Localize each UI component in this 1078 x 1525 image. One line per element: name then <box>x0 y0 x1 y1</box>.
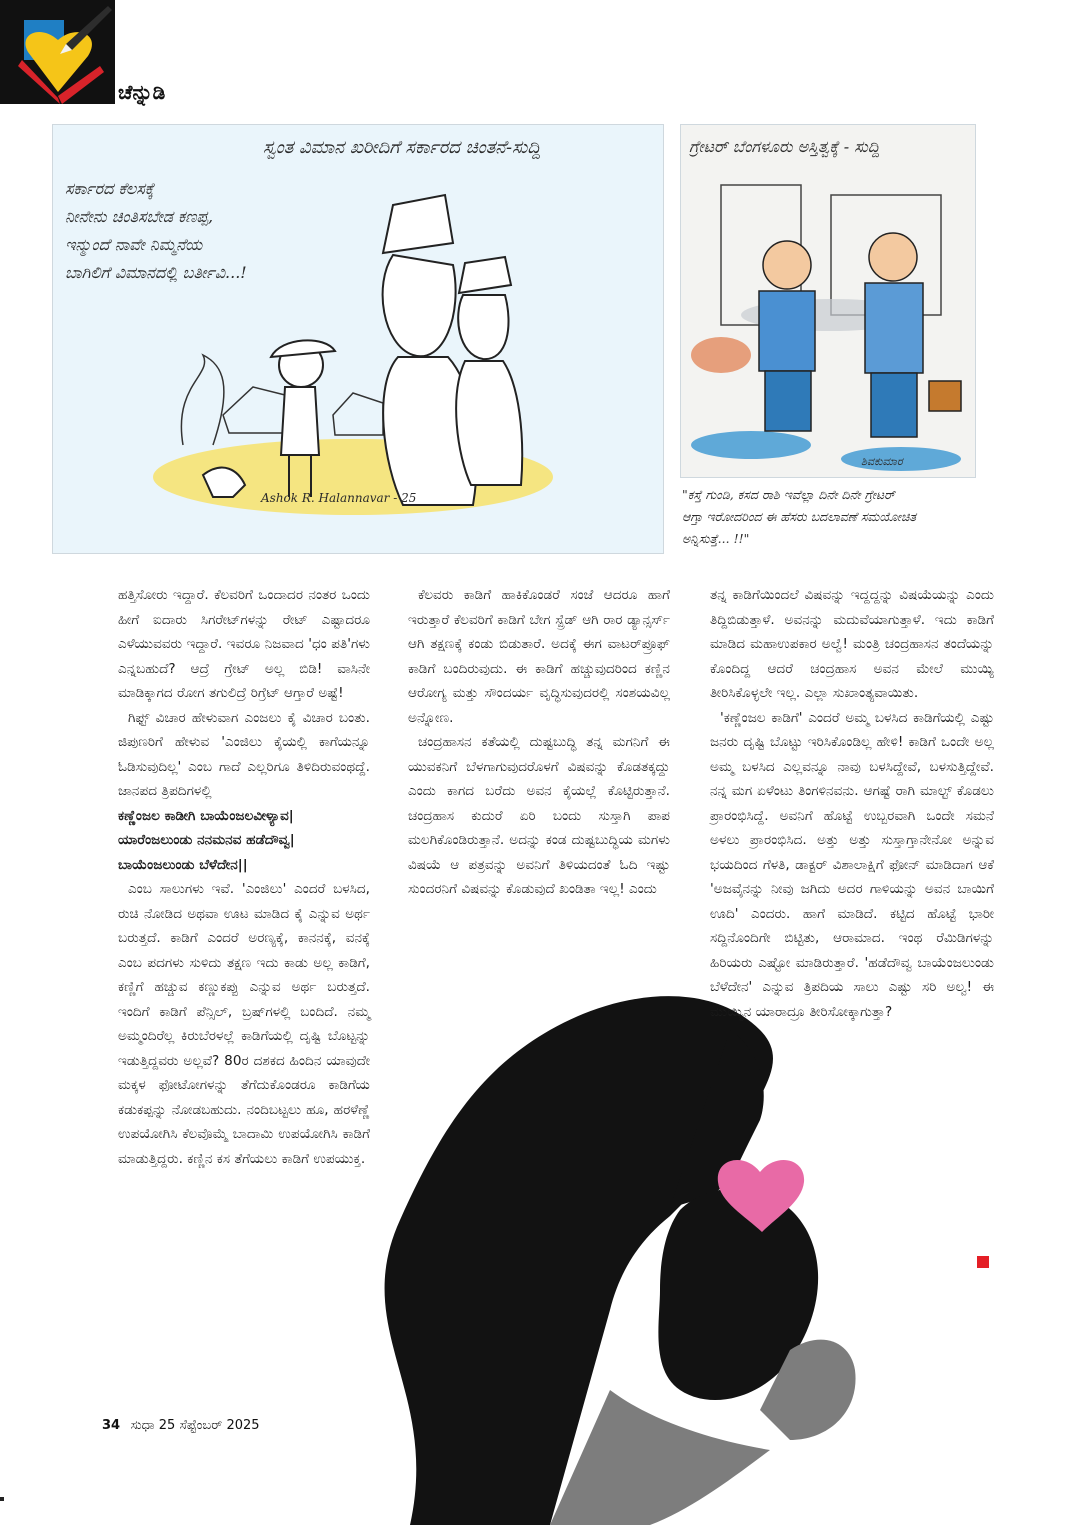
paragraph: ತನ್ನ ಕಾಡಿಗೆಯಿಂದಲೆ ವಿಷವನ್ನು ಇದ್ದದ್ದನ್ನು ವಿಷಯೆಯನ್ನು ಎಂದು ತಿದ್ದಿಬಿಡುತ್ತಾಳೆ. ಅವನನ್ನು ಮದುವೆಯಾಗುತ್ತಾಳೆ. ಇದು ಕಾಡಿಗೆ ಮಾಡಿದ ಮಹಾಉಪಕಾರ ಅಲ್ವೆ! ಮಂತ್ರಿ ಚಂದ್ರಹಾಸನ ತಂದೆಯನ್ನು ಕೊಂದಿದ್ದ ಆದರೆ ಚಂದ್ರಹಾಸ ಅವನ ಮೇಲೆ ಮುಯ್ಯಿ ತೀರಿಸಿಕೊಳ್ಳಲೇ ಇಲ್ಲ. ಎಲ್ಲಾ ಸುಖಾಂತ್ಯವಾಯಿತು. <box>710 587 994 701</box>
paragraph: ಹತ್ತಿಸೋರು ಇದ್ದಾರೆ. ಕೆಲವರಿಗೆ ಒಂದಾದರ ನಂತರ ಒಂದು ಹೀಗೆ ಐದಾರು ಸಿಗರೇಟ್‌ಗಳನ್ನು ರೇಟ್ ಎಷ್ಟಾದರೂ ಎಳೆಯುವವರು ಇದ್ದಾರೆ. ಇವರೂ ನಿಜವಾದ 'ಧಂ ಪತಿ'ಗಳು ಎನ್ನಬಹುದೆ? ಆದ್ರೆ ಗ್ರೇಟ್ ಅಲ್ಲ ಬಿಡಿ! ವಾಸಿನೇ ಮಾಡಿಕ್ಕಾಗದ ರೋಗ ತಗುಲಿದ್ರೆ ರಿಗ್ರೆಟ್ ಆಗ್ತಾರೆ ಅಷ್ಟೆ! <box>118 587 370 701</box>
page-number: 34 <box>102 1418 121 1433</box>
cartoon-speech <box>65 175 247 287</box>
article-column-3 <box>710 583 994 1024</box>
heart-pen-icon <box>0 0 115 104</box>
paragraph: ಗಿಫ್ಟ್ ವಿಚಾರ ಹೇಳುವಾಗ ಎಂಜಲು ಕೈ ವಿಚಾರ ಬಂತು. ಜಿಪುಣರಿಗೆ ಹೇಳುವ 'ಎಂಜಿಲು ಕೈಯಲ್ಲಿ ಕಾಗೆಯನ್ನೂ ಓಡಿಸುವುದಿಲ್ಲ' ಎಂಬ ಗಾದೆ ಎಲ್ಲರಿಗೂ ತಿಳಿದಿರುವಂಥದ್ದೆ. ಜಾನಪದ ತ್ರಿಪದಿಗಳಲ್ಲಿ <box>118 709 370 799</box>
speech-line: ಇನ್ಮುಂದೆ ನಾವೇ ನಿಮ್ಮನೆಯ <box>65 235 203 254</box>
section-name: ಚೆನ್ನುಡಿ <box>118 80 166 104</box>
paragraph: ಕೆಲವರು ಕಾಡಿಗೆ ಹಾಕಿಕೊಂಡರೆ ಸಂಜೆ ಆದರೂ ಹಾಗೆ ಇರುತ್ತಾರೆ ಕೆಲವರಿಗೆ ಕಾಡಿಗೆ ಬೇಗ ಸ್ಪ್ರೆಡ್ ಆಗಿ ರಾರ ಡ್ಯಾನ್ಸರ್ಸ್ ಆಗಿ ತಕ್ಷಣಕ್ಕೆ ಕಂಡು ಬಿಡುತಾರೆ. ಅದಕ್ಕೆ ಈಗ ವಾಟರ್‌ಪ್ರೂಫ್ ಕಾಡಿಗೆ ಬಂದಿರುವುದು. ಈ ಕಾಡಿಗೆ ಹಚ್ಚುವುದರಿಂದ ಕಣ್ಣಿನ ಆರೋಗ್ಯ ಮತ್ತು ಸೌಂದರ್ಯ ವೃದ್ಧಿಸುವುದರಲ್ಲಿ ಸಂಶಯವಿಲ್ಲ ಅನ್ನೋಣ. <box>408 587 670 726</box>
section-logo <box>0 0 115 104</box>
speech-line: ಬಾಗಿಲಿಗೆ ವಿಮಾನದಲ್ಲಿ ಬರ್ತೀವಿ...! <box>65 263 247 282</box>
article-end-mark <box>977 1256 989 1268</box>
speech-line: ನೀನೇನು ಚಿಂತಿಸಬೇಡ ಕಣಪ್ಪ, <box>65 207 214 226</box>
crop-mark <box>0 1497 4 1501</box>
cartoonist-signature: Ashok R. Halannavar - 25 <box>261 491 417 505</box>
cartoon-title: ಸ್ವಂತ ವಿಮಾನ ಖರೀದಿಗೆ ಸರ್ಕಾರದ ಚಿಂತನೆ-ಸುದ್ದಿ <box>263 137 541 158</box>
poem-line: ಬಾಯೆಂಜಲುಂಡು ಬೆಳೆದೇನ|| <box>118 856 248 873</box>
article-column-1 <box>118 583 370 1171</box>
cartoon-caption <box>682 484 974 550</box>
cartoon-drawing <box>681 125 975 477</box>
speech-line: ಸರ್ಕಾರದ ಕೆಲಸಕ್ಕೆ <box>65 179 155 198</box>
article-column-2 <box>408 583 670 902</box>
paragraph: 'ಕಣ್ಣೆಂಜಲ ಕಾಡಿಗೆ' ಎಂದರೆ ಅಮ್ಮ ಬಳಸಿದ ಕಾಡಿಗೆಯಲ್ಲಿ ಎಷ್ಟು ಜನರು ದೃಷ್ಟಿ ಬೊಟ್ಟು ಇರಿಸಿಕೊಂಡಿಲ್ಲ ಹೇಳಿ! ಕಾಡಿಗೆ ಒಂದೇ ಅಲ್ಲ ಅಮ್ಮ ಬಳಸಿದ ಎಲ್ಲವನ್ನೂ ನಾವು ಬಳಸಿದ್ದೇವೆ, ಬಳಸುತ್ತಿದ್ದೇವೆ. ನನ್ನ ಮಗ ಏಳೆಂಟು ತಿಂಗಳಿನವನು. ಆಗಷ್ಟೆ ರಾಗಿ ಮಾಲ್ಟ್ ಕೊಡಲು ಪ್ರಾರಂಭಿಸಿದ್ದೆ. ಅವನಿಗೆ ಹೊಟ್ಟೆ ಉಬ್ಬರವಾಗಿ ಒಂದೇ ಸಮನೆ ಅಳಲು ಪ್ರಾರಂಭಿಸಿದ. ಅತ್ತು ಅತ್ತು ಸುಸ್ತಾಗ್ತಾನೇನೋ ಅನ್ನುವ ಭಯದಿಂದ ಗೆಳತಿ, ಡಾಕ್ಟರ್ ವಿಶಾಲಾಕ್ಷಿಗೆ ಫೋನ್ ಮಾಡಿದಾಗ ಆಕೆ 'ಅಜವೈನನ್ನು ನೀವು ಜಗಿದು ಅದರ ಗಾಳಿಯನ್ನು ಅವನ ಬಾಯಿಗೆ ಊದಿ' ಎಂದರು. ಹಾಗೆ ಮಾಡಿದೆ. ಕಟ್ಟಿದ ಹೊಟ್ಟೆ ಭಾರೀ ಸದ್ದಿನೊಂದಿಗೇ ಬಿಟ್ಟಿತು, ಆರಾಮಾದ. ಇಂಥ ರೆಮಿಡಿಗಳನ್ನು ಹಿರಿಯರು ಎಷ್ಟೋ ಮಾಡಿರುತ್ತಾರೆ. 'ಹಡೆದೌವ್ವ ಬಾಯೆಂಜಲುಂಡು ಬೆಳೆದೇನ' ಎನ್ನುವ ತ್ರಿಪದಿಯ ಸಾಲು ಎಷ್ಟು ಸರಿ ಅಲ್ವ! ಈ ಮುಯ್ಯಿನ ಯಾರಾದ್ರೂ ತೀರಿಸೋಕ್ಕಾಗುತ್ತಾ? <box>710 709 994 1020</box>
paragraph: ಎಂಬ ಸಾಲುಗಳು ಇವೆ. 'ಎಂಜಿಲು' ಎಂದರೆ ಬಳಸಿದ, ರುಚಿ ನೋಡಿದ ಅಥವಾ ಊಟ ಮಾಡಿದ ಕೈ ಎನ್ನುವ ಅರ್ಥ ಬರುತ್ತದೆ. ಕಾಡಿಗೆ ಎಂದರೆ ಅರಣ್ಯಕ್ಕೆ, ಕಾನನಕ್ಕೆ, ವನಕ್ಕೆ ಎಂಬ ಪದಗಳು ಸುಳಿದು ತಕ್ಷಣ ಇದು ಕಾಡು ಅಲ್ಲ ಕಾಡಿಗೆ, ಕಣ್ಣಿಗೆ ಹಚ್ಚುವ ಕಣ್ಣುಕಪ್ಪು ಎನ್ನುವ ಅರ್ಥ ಬರುತ್ತದೆ. ಇಂದಿಗೆ ಕಾಡಿಗೆ ಪೆನ್ಸಿಲ್, ಬ್ರಷ್‌ಗಳಲ್ಲಿ ಬಂದಿದೆ. ನಮ್ಮ ಅಮ್ಮಂದಿರೆಲ್ಲ ಕಿರುಬೆರಳಲ್ಲೆ ಕಾಡಿಗೆಯಲ್ಲಿ ದೃಷ್ಟಿ ಬೊಟ್ಟನ್ನು ಇಡುತ್ತಿದ್ದವರು ಅಲ್ಲವೆ? 80ರ ದಶಕದ ಹಿಂದಿನ ಯಾವುದೇ ಮಕ್ಕಳ ಫೋಟೋಗಳನ್ನು ತೆಗೆದುಕೊಂಡರೂ ಕಾಡಿಗೆಯ ಕಡುಕಪ್ಪನ್ನು ನೋಡಬಹುದು. ನಂದಿಬಟ್ಟಲು ಹೂ, ಹರಳೆಣ್ಣೆ ಉಪಯೋಗಿಸಿ ಕೆಲವೊಮ್ಮೆ ಬಾದಾಮಿ ಉಪಯೋಗಿಸಿ ಕಾಡಿಗೆ ಮಾಡುತ್ತಿದ್ದರು. ಕಣ್ಣಿನ ಕಸ ತೆಗೆಯಲು ಕಾಡಿಗೆ ಉಪಯುಕ್ತ. <box>118 881 370 1167</box>
poem-line: ಕಣ್ಣೆಂಜಲ ಕಾಡೀಗಿ ಬಾಯೆಂಜಲವೀಳ್ಯಾವ| <box>118 807 294 824</box>
cartoon-greater-bengaluru <box>680 124 976 478</box>
poem-line: ಯಾರೆಂಜಲುಂಡು ನನಮನವ ಹಡೆದೌವ್ವ| <box>118 832 295 848</box>
cartoonist-signature: ಶಿವಕುಮಾರ <box>861 455 903 468</box>
mother-child-silhouette <box>290 970 990 1525</box>
cartoon-govt-plane <box>52 124 664 554</box>
cartoon-title: ಗ್ರೇಟರ್ ಬೆಂಗಳೂರು ಅಸ್ತಿತ್ವಕ್ಕೆ - ಸುದ್ದಿ <box>689 137 880 156</box>
page-footer <box>102 1418 260 1433</box>
caption-line: ಆಗ್ತಾ ಇರೋದರಿಂದ ಈ ಹೆಸರು ಬದಲಾವಣೆ ಸಮಯೋಚಿತ <box>682 509 917 524</box>
publication-info: ಸುಧಾ 25 ಸೆಪ್ಟೆಂಬರ್ 2025 <box>130 1418 260 1433</box>
caption-line: ಅನ್ನಿಸುತ್ತೆ... !!" <box>682 531 750 546</box>
paragraph: ಚಂದ್ರಹಾಸನ ಕತೆಯಲ್ಲಿ ದುಷ್ಟಬುದ್ಧಿ ತನ್ನ ಮಗನಿಗೆ ಈ ಯುವಕನಿಗೆ ಬೆಳಗಾಗುವುದರೊಳಗೆ ವಿಷವನ್ನು ಕೊಡತಕ್ಕದ್ದು ಎಂದು ಕಾಗದ ಬರೆದು ಅವನ ಕೈಯಲ್ಲೆ ಕೊಟ್ಟಿರುತ್ತಾನೆ. ಚಂದ್ರಹಾಸ ಕುದುರೆ ಏರಿ ಬಂದು ಸುಸ್ತಾಗಿ ಪಾಪ ಮಲಗಿಕೊಂಡಿರುತ್ತಾನೆ. ಅದನ್ನು ಕಂಡ ದುಷ್ಟಬುದ್ಧಿಯ ಮಗಳು ವಿಷಯೆ ಆ ಪತ್ರವನ್ನು ಅವನಿಗೆ ತಿಳಿಯದಂತೆ ಓದಿ ಇಷ್ಟು ಸುಂದರನಿಗೆ ವಿಷವನ್ನು ಕೊಡುವುದೆ ಖಂಡಿತಾ ಇಲ್ಲ! ಎಂದು <box>408 734 670 897</box>
caption-line: "ಕಸ್ತೆ ಗುಂಡಿ, ಕಸದ ರಾಶಿ ಇವೆಲ್ಲಾ ದಿನೇ ದಿನೇ ಗ್ರೇಟರ್ <box>682 487 895 502</box>
